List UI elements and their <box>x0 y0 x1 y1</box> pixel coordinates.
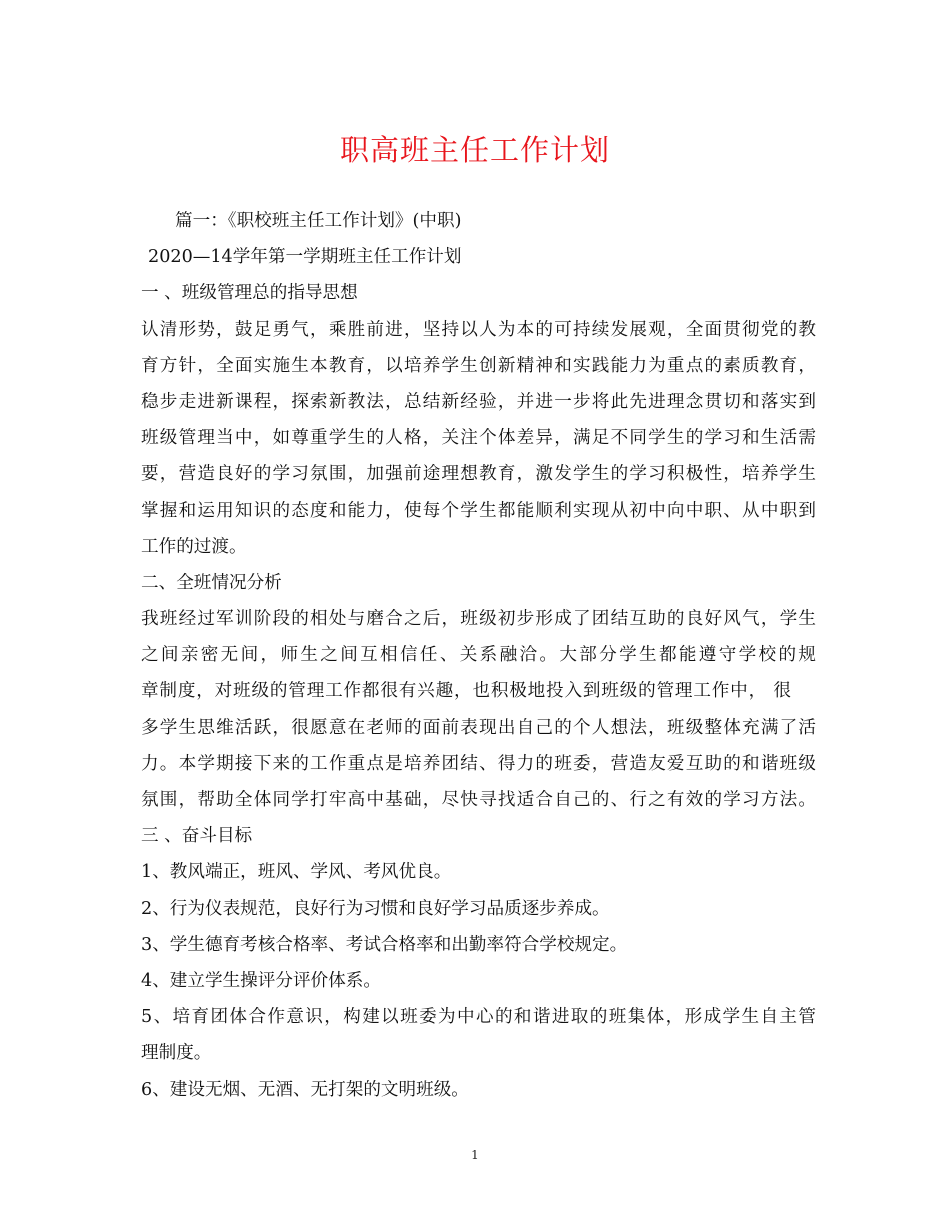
paragraph-line: 氛围，帮助全体同学打牢高中基础，尽快寻找适合自己的、行之有效的学习方法。 <box>141 790 816 810</box>
paragraph-line: 工作的过渡。 <box>141 536 247 557</box>
goal-item: 1、教风端正，班风、学风、考风优良。 <box>141 862 452 883</box>
goal-item-continued: 理制度。 <box>141 1043 212 1064</box>
paragraph-line: 要，营造良好的学习氛围，加强前途理想教育，激发学生的学习积极性，培养学生 <box>141 464 816 485</box>
paragraph-line: 班级管理当中，如尊重学生的人格，关注个体差异，满足不同学生的学习和生活需 <box>141 428 816 449</box>
section-heading: 二、全班情况分析 <box>141 572 282 593</box>
document-body <box>141 203 816 1108</box>
paragraph-line: 力。本学期接下来的工作重点是培养团结、得力的班委，营造友爱互助的和谐班级 <box>141 753 816 774</box>
paragraph-line: 多学生思维活跃，很愿意在老师的面前表现出自己的个人想法，班级整体充满了活 <box>141 717 816 738</box>
goal-item: 2、行为仪表规范，良好行为习惯和良好学习品质逐步养成。 <box>141 898 610 919</box>
page-number: 1 <box>471 1148 479 1162</box>
goal-item: 5、培育团体合作意识，构建以班委为中心的和谐进取的班集体，形成学生自主管 <box>141 1007 816 1028</box>
paragraph-line: 章制度，对班级的管理工作都很有兴趣，也积极地投入到班级的管理工作中， 很 <box>141 681 791 702</box>
paragraph-line: 掌握和运用知识的态度和能力，使每个学生都能顺利实现从初中向中职、从中职到 <box>141 500 816 521</box>
goal-item: 3、学生德育考核合格率、考试合格率和出勤率符合学校规定。 <box>141 934 628 955</box>
term-heading: 2020—14学年第一学期班主任工作计划 <box>148 247 462 268</box>
paragraph-line: 我班经过军训阶段的相处与磨合之后，班级初步形成了团结互助的良好风气，学生 <box>141 609 816 630</box>
paragraph-line: 育方针，全面实施生本教育，以培养学生创新精神和实践能力为重点的素质教育， <box>141 355 816 376</box>
article-heading: 篇一：《职校班主任工作计划》(中职) <box>175 211 462 231</box>
goal-item: 4、建立学生操评分评价体系。 <box>141 970 381 991</box>
paragraph-line: 之间亲密无间，师生之间互相信任、关系融洽。大部分学生都能遵守学校的规 <box>141 645 816 666</box>
section-heading: 三 、奋斗目标 <box>141 826 253 847</box>
section-heading: 一 、班级管理总的指导思想 <box>141 283 358 304</box>
goal-item: 6、建设无烟、无酒、无打架的文明班级。 <box>141 1079 469 1100</box>
paragraph-line: 稳步走进新课程，探索新教法，总结新经验，并进一步将此先进理念贯切和落实到 <box>141 391 816 412</box>
document-title: 职高班主任工作计划 <box>339 133 610 167</box>
paragraph-line: 认清形势，鼓足勇气，乘胜前进，坚持以人为本的可持续发展观，全面贯彻党的教 <box>141 319 816 340</box>
